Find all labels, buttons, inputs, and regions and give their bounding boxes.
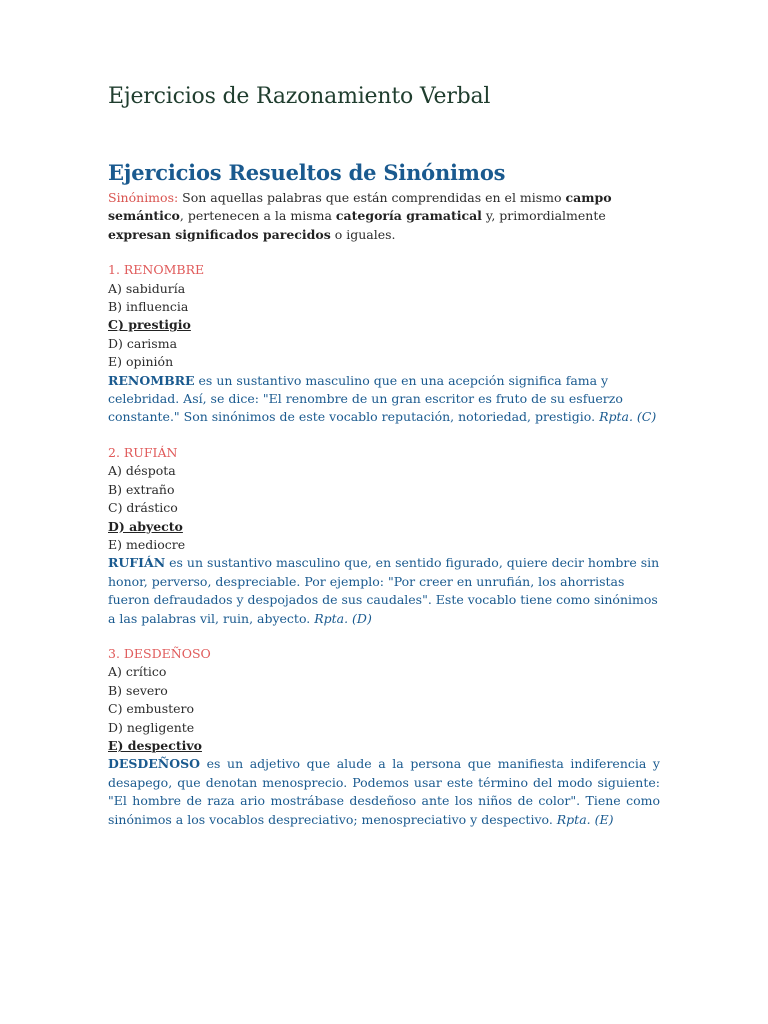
option-e-correct: E) despectivo: [108, 737, 202, 753]
option-e: E) opinión: [108, 354, 174, 370]
explanation-keyword: DESDEÑOSO: [108, 756, 200, 772]
question-title: 1. RENOMBRE: [108, 262, 205, 278]
question-1: [108, 261, 660, 427]
intro-text-3: y, primordialmente: [481, 208, 606, 224]
question-title: 3. DESDEÑOSO: [108, 645, 211, 661]
intro-bold-1: campo semántico: [108, 190, 612, 224]
explanation-text: es un sustantivo masculino que en una acepción significa fama y celebridad. Así, se dice: "El renombre de un gran escritor es fruto de su esfuerzo constante." Son sinónimos de este vocablo reputación, notoriedad, prestigio.: [108, 372, 623, 425]
explanation-text: es un sustantivo masculino que, en sentido figurado, quiere decir hombre sin honor, perverso, despreciable. Por ejemplo: "Por creer en unrufián, los ahorristas fueron defraudados y despojados de sus caudales". Este vocablo tiene como sinónimos a las palabras vil, ruin, abyecto.: [108, 555, 660, 626]
intro-bold-3: expresan significados parecidos: [108, 226, 331, 242]
explanation: [108, 554, 660, 628]
explanation-text: es un adjetivo que alude a la persona que manifiesta indiferencia y desapego, que denotan menosprecio. Podemos usar este término del modo siguiente: "El hombre de raza ario mostrábase desdeñoso ante los niños de color". Tiene como sinónimos a los vocablos despreciativo; menospreciativo y despectivo.: [108, 756, 660, 827]
intro-text-2: , pertenecen a la misma: [179, 208, 336, 224]
answer-label: Rpta. (C): [599, 409, 657, 425]
option-c-correct: C) prestigio: [108, 317, 191, 333]
option-b: B) severo: [108, 682, 168, 698]
intro-text-4: o iguales.: [330, 226, 396, 242]
document-body: [108, 189, 660, 846]
answer-label: Rpta. (D): [314, 610, 372, 626]
option-a: A) sabiduría: [108, 280, 186, 296]
option-d: D) carisma: [108, 335, 178, 351]
option-c: C) embustero: [108, 701, 195, 717]
option-a: A) crítico: [108, 664, 167, 680]
option-c: C) drástico: [108, 500, 178, 516]
question-2: [108, 444, 660, 628]
explanation: [108, 372, 660, 427]
option-b: B) influencia: [108, 299, 189, 315]
intro-text-1: Son aquellas palabras que están comprendidas en el mismo: [178, 190, 566, 205]
intro-paragraph: [108, 189, 660, 244]
option-b: B) extraño: [108, 481, 175, 497]
explanation-keyword: RENOMBRE: [108, 372, 195, 388]
document-title: Ejercicios de Razonamiento Verbal: [108, 84, 491, 109]
question-3: [108, 645, 660, 829]
option-d-correct: D) abyecto: [108, 518, 183, 534]
option-a: A) déspota: [108, 463, 176, 479]
intro-label: Sinónimos:: [108, 190, 179, 205]
explanation: [108, 755, 660, 829]
option-d: D) negligente: [108, 719, 195, 735]
intro-bold-2: categoría gramatical: [335, 208, 482, 224]
section-heading: Ejercicios Resueltos de Sinónimos: [108, 160, 506, 185]
answer-label: Rpta. (E): [556, 811, 614, 827]
option-e: E) mediocre: [108, 536, 186, 552]
explanation-keyword: RUFIÁN: [108, 555, 166, 571]
question-title: 2. RUFIÁN: [108, 444, 178, 460]
